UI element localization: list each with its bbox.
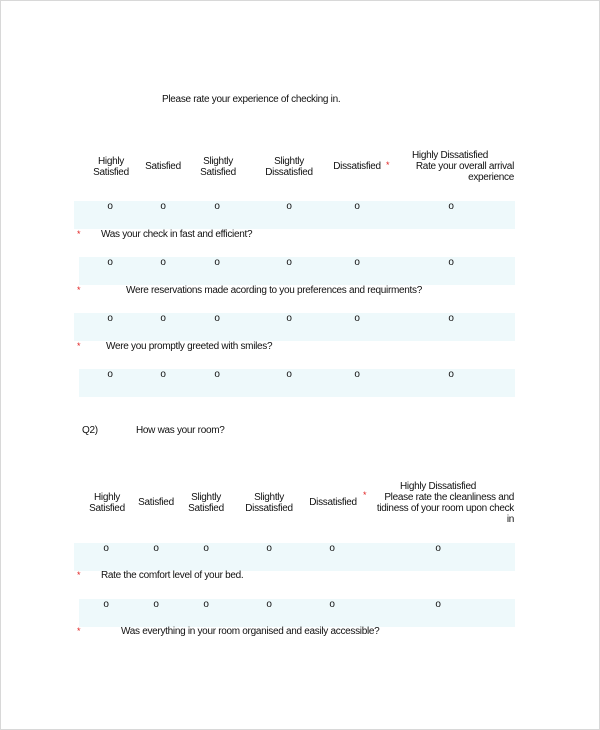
question-reservations: Were reservations made acording to you preferences and requirments? — [126, 285, 422, 296]
radio-option[interactable]: o — [103, 543, 109, 554]
radio-option[interactable]: o — [286, 201, 292, 212]
label: Satisfied — [89, 503, 125, 514]
section2-title: How was your room? — [136, 425, 225, 436]
required-marker: * — [386, 160, 390, 170]
radio-option[interactable]: o — [107, 201, 113, 212]
radio-option[interactable]: o — [354, 313, 360, 324]
radio-option[interactable]: o — [107, 369, 113, 380]
header-satisfied: Satisfied — [145, 161, 181, 172]
question-line: tidiness of your room upon check — [376, 503, 514, 514]
label: Slightly — [191, 492, 221, 503]
header-satisfied: Satisfied — [138, 497, 174, 508]
section2-number: Q2) — [82, 425, 98, 436]
rating-row-5 — [74, 543, 515, 571]
header-slightly-dissatisfied — [245, 492, 293, 514]
header-highly-dissatisfied: Highly Dissatisfied — [412, 150, 488, 161]
required-marker: * — [77, 229, 81, 239]
radio-option[interactable]: o — [153, 599, 159, 610]
required-marker: * — [77, 341, 81, 351]
label: Satisfied — [93, 167, 129, 178]
radio-option[interactable]: o — [107, 257, 113, 268]
header-dissatisfied: Dissatisfied — [309, 497, 357, 508]
radio-option[interactable]: o — [214, 257, 220, 268]
question-line: Rate your overall arrival — [415, 161, 514, 172]
radio-option[interactable]: o — [354, 201, 360, 212]
radio-option[interactable]: o — [448, 201, 454, 212]
question-room-cleanliness — [371, 481, 514, 525]
radio-option[interactable]: o — [286, 369, 292, 380]
label: Satisfied — [188, 503, 224, 514]
radio-option[interactable]: o — [286, 313, 292, 324]
radio-option[interactable]: o — [266, 599, 272, 610]
question-check-in-fast: Was your check in fast and efficient? — [101, 229, 253, 240]
required-marker: * — [77, 570, 81, 580]
radio-option[interactable]: o — [160, 313, 166, 324]
radio-option[interactable]: o — [448, 313, 454, 324]
label: Satisfied — [200, 167, 236, 178]
label: Slightly — [203, 156, 233, 167]
required-marker: * — [77, 626, 81, 636]
intro-text: Please rate your experience of checking in. — [162, 94, 341, 105]
header-highly-satisfied — [93, 156, 129, 178]
radio-option[interactable]: o — [435, 543, 441, 554]
required-marker: * — [363, 490, 367, 500]
label: Highly — [94, 492, 120, 503]
radio-option[interactable]: o — [435, 599, 441, 610]
header-highly-dissatisfied: Highly Dissatisfied — [400, 481, 476, 492]
radio-option[interactable]: o — [448, 369, 454, 380]
radio-option[interactable]: o — [329, 543, 335, 554]
label: Slightly — [254, 492, 284, 503]
radio-option[interactable]: o — [329, 599, 335, 610]
header-highly-satisfied — [89, 492, 125, 514]
radio-option[interactable]: o — [214, 201, 220, 212]
header-dissatisfied: Dissatisfied — [333, 161, 381, 172]
question-room-organised: Was everything in your room organised and easily accessible? — [121, 626, 380, 637]
radio-option[interactable]: o — [103, 599, 109, 610]
label: Dissatisfied — [245, 503, 293, 514]
radio-option[interactable]: o — [354, 369, 360, 380]
header-slightly-satisfied — [188, 492, 224, 514]
radio-option[interactable]: o — [203, 599, 209, 610]
header-slightly-satisfied — [200, 156, 236, 178]
radio-option[interactable]: o — [448, 257, 454, 268]
rating-row-6 — [79, 599, 515, 627]
question-line: in — [506, 514, 514, 525]
radio-option[interactable]: o — [160, 369, 166, 380]
question-line: experience — [468, 172, 514, 183]
question-greeted: Were you promptly greeted with smiles? — [106, 341, 273, 352]
radio-option[interactable]: o — [214, 369, 220, 380]
radio-option[interactable]: o — [354, 257, 360, 268]
radio-option[interactable]: o — [214, 313, 220, 324]
required-marker: * — [77, 285, 81, 295]
radio-option[interactable]: o — [107, 313, 113, 324]
label: Dissatisfied — [265, 167, 313, 178]
question-line: Please rate the cleanliness and — [384, 492, 514, 503]
radio-option[interactable]: o — [160, 201, 166, 212]
radio-option[interactable]: o — [153, 543, 159, 554]
radio-option[interactable]: o — [203, 543, 209, 554]
header-slightly-dissatisfied — [265, 156, 313, 178]
label: Highly — [98, 156, 124, 167]
label: Slightly — [274, 156, 304, 167]
radio-option[interactable]: o — [160, 257, 166, 268]
radio-option[interactable]: o — [286, 257, 292, 268]
radio-option[interactable]: o — [266, 543, 272, 554]
question-overall-arrival — [406, 150, 514, 183]
question-bed-comfort: Rate the comfort level of your bed. — [101, 570, 244, 581]
